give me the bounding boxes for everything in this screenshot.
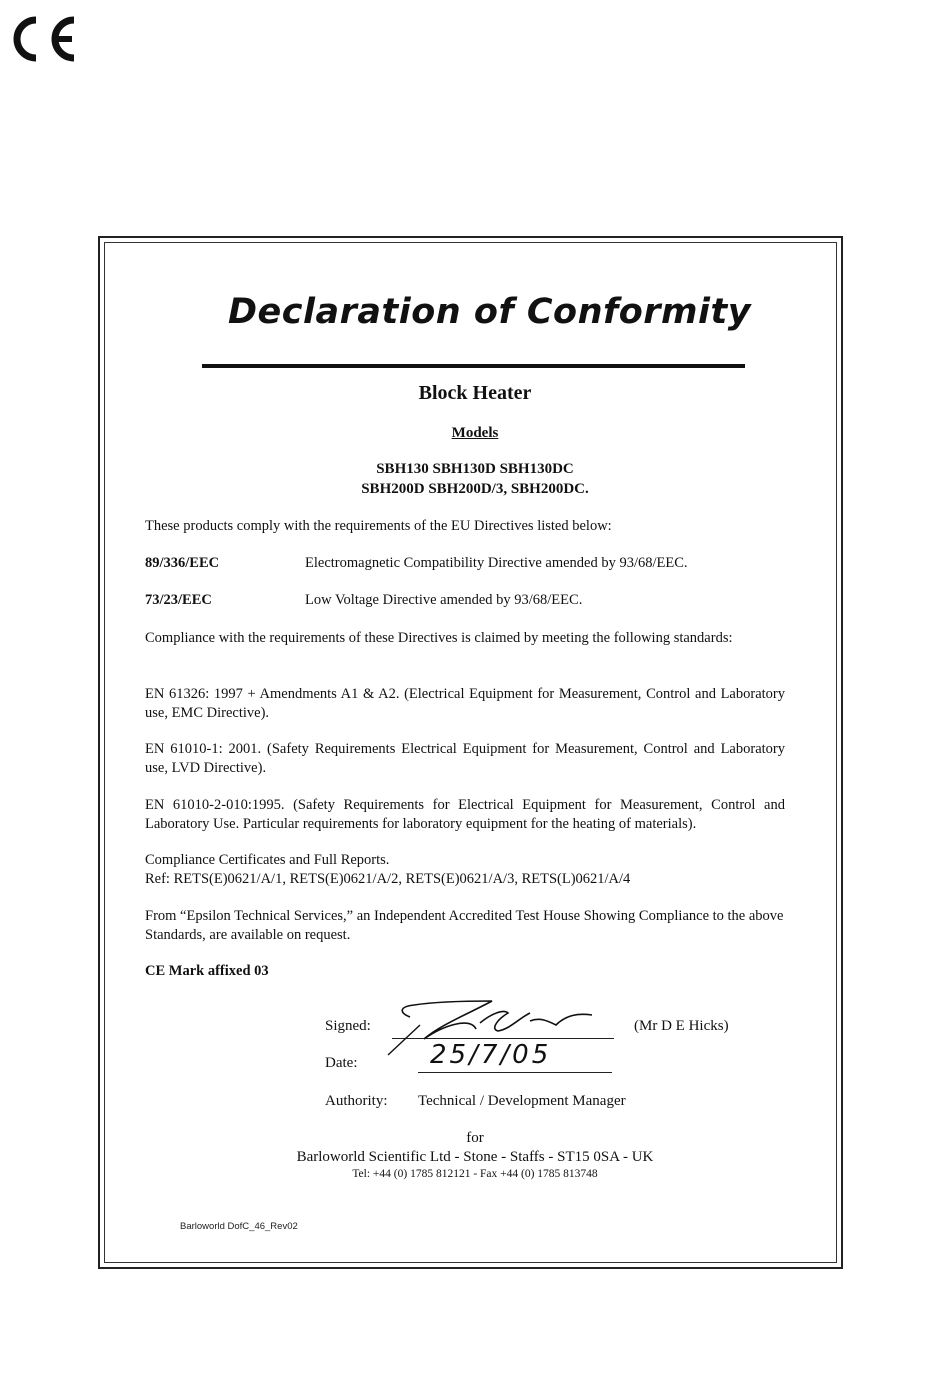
- intro-text: These products comply with the requirements of the EU Directives listed below:: [145, 518, 612, 534]
- title-divider: [202, 364, 745, 368]
- models-label: Models: [451, 425, 499, 441]
- document-title: Declaration of Conformity: [228, 292, 752, 332]
- directive-description: Low Voltage Directive amended by 93/68/EEC.: [305, 592, 583, 608]
- product-name: Block Heater: [418, 382, 532, 404]
- directive-description: Electromagnetic Compatibility Directive amended by 93/68/EEC.: [305, 555, 688, 571]
- ce-affixed-text: CE Mark affixed 03: [145, 963, 269, 979]
- company-address: Barloworld Scientific Ltd - Stone - Staffs - ST15 0SA - UK: [296, 1149, 654, 1165]
- handwritten-date: 25/7/05: [430, 1040, 552, 1070]
- compliance-text: Compliance with the requirements of these Directives is claimed by meeting the following standards:: [145, 630, 733, 646]
- standard-item: EN 61010-2-010:1995. (Safety Requirements for Electrical Equipment for Measurement, Control and Laboratory Use. Particular requirements for laboratory equipment for the heating of materials).: [145, 797, 785, 832]
- certificates-ref: Ref: RETS(E)0621/A/1, RETS(E)0621/A/2, RETS(E)0621/A/3, RETS(L)0621/A/4: [145, 871, 631, 887]
- standard-item: EN 61010-1: 2001. (Safety Requirements Electrical Equipment for Measurement, Control and Laboratory use, LVD Directive).: [145, 741, 785, 776]
- footer-for: for: [466, 1130, 484, 1146]
- signer-name: (Mr D E Hicks): [634, 1018, 729, 1034]
- authority-value: Technical / Development Manager: [418, 1093, 626, 1109]
- company-contact: Tel: +44 (0) 1785 812121 - Fax +44 (0) 1785 813748: [352, 1168, 598, 1180]
- ce-mark-icon: [6, 12, 80, 66]
- epsilon-text: From “Epsilon Technical Services,” an Independent Accredited Test House Showing Compliance to the above Standards, are available on request.: [145, 908, 784, 943]
- directive-code: 89/336/EEC: [145, 555, 220, 571]
- models-line: SBH130 SBH130D SBH130DC: [376, 461, 574, 477]
- standard-item: EN 61326: 1997 + Amendments A1 & A2. (Electrical Equipment for Measurement, Control and Laboratory use, EMC Directive).: [145, 686, 785, 721]
- certificates-title: Compliance Certificates and Full Reports.: [145, 852, 390, 868]
- document-reference: Barloworld DofC_46_Rev02: [180, 1221, 298, 1232]
- models-line: SBH200D SBH200D/3, SBH200DC.: [361, 481, 589, 497]
- directive-code: 73/23/EEC: [145, 592, 212, 608]
- date-label: Date:: [325, 1055, 358, 1071]
- authority-label: Authority:: [325, 1093, 388, 1109]
- signed-label: Signed:: [325, 1018, 371, 1034]
- date-line: [418, 1072, 612, 1073]
